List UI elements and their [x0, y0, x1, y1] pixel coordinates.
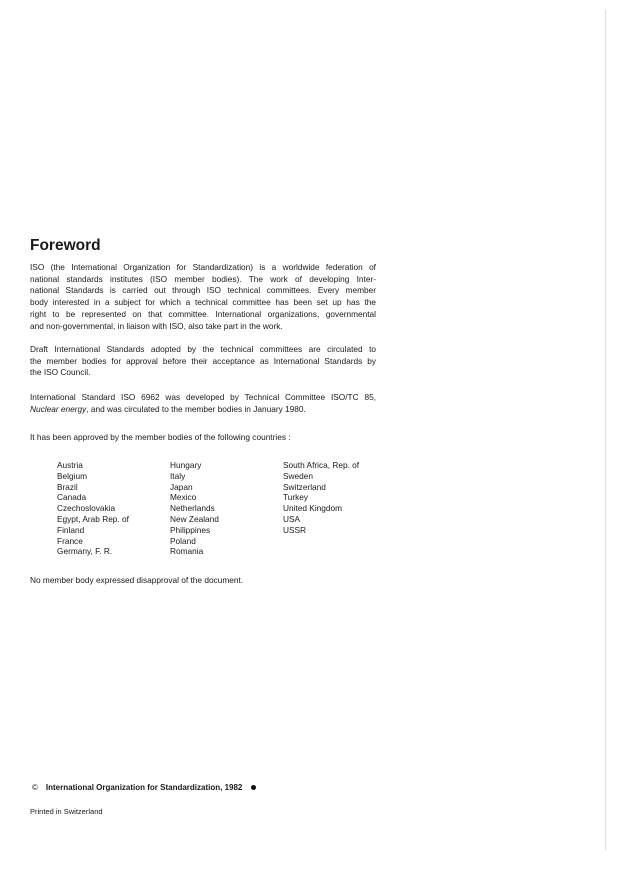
country-item: Sweden — [283, 470, 313, 481]
text-line: body interested in a subject for which a technical committee has been set up has the — [30, 297, 376, 308]
bullet-icon — [251, 785, 256, 790]
country-item: Mexico — [170, 492, 197, 503]
country-item: Canada — [57, 492, 87, 503]
text-line: national standards institutes (ISO member bodies). The work of developing Inter- — [30, 273, 376, 284]
page-title: Foreword — [30, 237, 101, 254]
copyright-text: International Organization for Standardization, 1982 — [45, 783, 243, 792]
page-edge-divider — [605, 10, 606, 850]
text-line: Nuclear energy, and was circulated to the member bodies in January 1980. — [30, 403, 306, 414]
country-item: Japan — [170, 481, 193, 492]
country-item: Netherlands — [170, 503, 215, 514]
text-line: ISO (the International Organization for Standardization) is a worldwide federation of — [30, 262, 376, 272]
text-line: right to be represented on that committee. International organizations, governmental — [30, 308, 376, 319]
country-item: Belgium — [57, 470, 87, 481]
text-line: and non-governmental, in liaison with ISO, also take part in the work. — [30, 320, 283, 331]
approval-intro: It has been approved by the member bodies of the following countries : — [30, 432, 291, 442]
text-line: Draft International Standards adopted by the technical committees are circulated to — [30, 344, 376, 354]
country-item: Philippines — [170, 524, 211, 535]
country-item: New Zealand — [170, 513, 219, 524]
paragraph-standard — [30, 392, 376, 415]
disapproval-note: No member body expressed disapproval of the document. — [30, 575, 244, 585]
countries-column-2 — [170, 460, 219, 557]
country-item: Finland — [57, 524, 85, 535]
text-line: the ISO Council. — [30, 367, 91, 378]
paragraph-drafts — [30, 344, 376, 379]
country-item: Poland — [170, 535, 196, 546]
copyright-line — [32, 783, 256, 792]
country-item: Hungary — [170, 460, 202, 470]
committee-name: Nuclear energy — [30, 403, 87, 414]
country-item: USA — [283, 513, 301, 524]
copyright-icon: © — [32, 783, 38, 792]
country-item: Romania — [170, 546, 204, 557]
country-item: USSR — [283, 524, 307, 535]
printed-in: Printed in Switzerland — [30, 807, 103, 816]
countries-column-3 — [283, 460, 359, 536]
country-item: United Kingdom — [283, 503, 343, 514]
text-line: national Standards is carried out through ISO technical committees. Every member — [30, 285, 376, 296]
text-line: the member bodies for approval before their acceptance as International Standards by — [30, 355, 376, 366]
country-item: Switzerland — [283, 481, 326, 492]
country-item: Egypt, Arab Rep. of — [57, 513, 129, 524]
country-item: Brazil — [57, 481, 78, 492]
paragraph-intro — [30, 262, 376, 332]
country-item: Austria — [57, 460, 83, 470]
country-item: South Africa, Rep. of — [283, 460, 360, 470]
country-item: Czechoslovakia — [57, 503, 116, 514]
country-item: Turkey — [283, 492, 309, 503]
text-line: International Standard ISO 6962 was developed by Technical Committee ISO/TC 85, — [30, 392, 376, 402]
country-item: France — [57, 535, 83, 546]
countries-column-1 — [57, 460, 129, 557]
country-item: Germany, F. R. — [57, 546, 113, 557]
country-item: Italy — [170, 470, 186, 481]
